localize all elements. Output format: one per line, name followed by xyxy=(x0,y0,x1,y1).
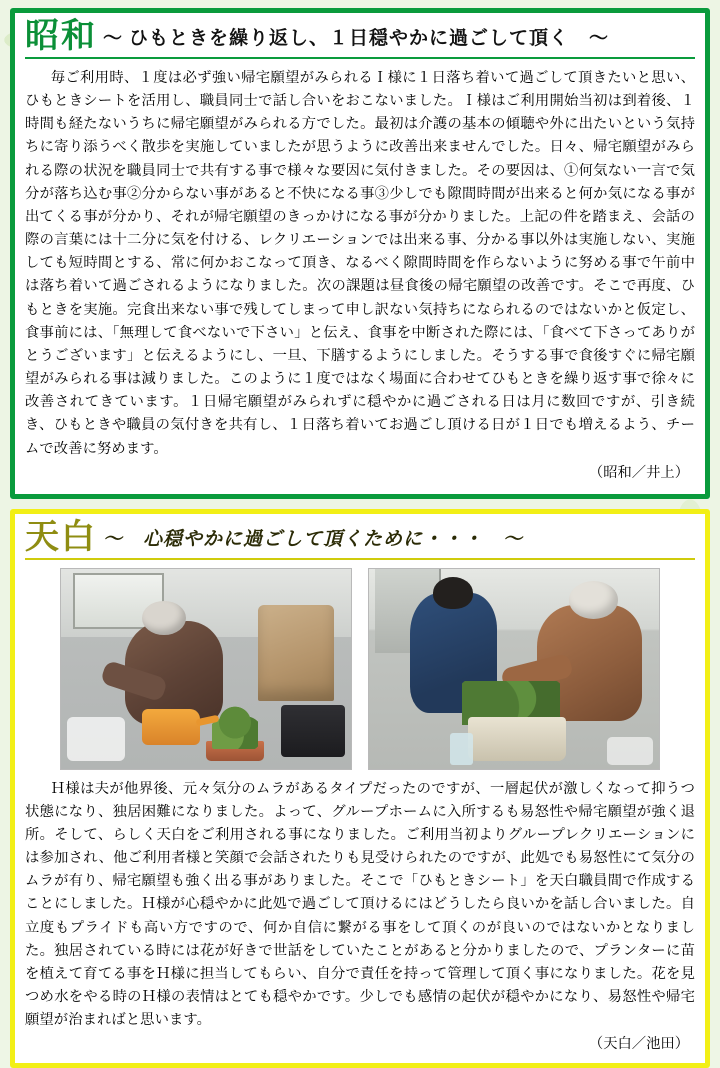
photo-dark-bag xyxy=(281,705,345,757)
photo-white-bag xyxy=(67,717,125,761)
section-showa-body-wrapper xyxy=(25,67,695,461)
section-showa-heading xyxy=(25,16,695,59)
section-tempaku-body-wrapper xyxy=(25,778,695,1033)
photo2-staff-head xyxy=(433,577,474,609)
section-tempaku-signature: （天白／池田） xyxy=(588,1036,689,1053)
photo-watering-can xyxy=(142,709,200,745)
photo-chair xyxy=(258,605,333,701)
photo2-planter xyxy=(468,717,567,761)
photo-watering-plants xyxy=(60,568,352,770)
section-tempaku-heading xyxy=(25,516,695,560)
section-showa-subtitle: ひもときを繰り返し、１日穏やかに過ごして頂く ～ xyxy=(129,28,610,49)
section-tempaku-title: 天白 xyxy=(25,516,97,557)
section-showa-body: 毎ご利用時、１度は必ず強い帰宅願望がみられるＩ様に１日落ち着いて過ごして頂きたいと思い、ひもときシートを活用し、職員同士で話し合いをおこないました。Ｉ様はご利用開始当初は到着後、１時間も経たないうちに帰宅願望がみられる方でした。最初は介護の基本の傾聴や外に出たいという気持ちに寄り添うべく散歩を実施していましたが思うように改善出来ませんでした。日々、帰宅願望がみられる際の状況を職員同士で共有する事で様々な要因に気付きました。その要因は、①何気ない一言で気分が落ち込む事②分からない事があると不快になる事③少しでも隙間時間が出来ると何か気になる事が出てくる事が分かり、それが帰宅願望のきっかけになる事が分かりました。上記の件を踏まえ、会話の際の言葉には十二分に気を付ける、レクリエーションでは出来る事、分かる事以外は実施しない、実施しても短時間とする、常に何かおこなって頂き、なるべく隙間時間を作らないように努める事で午前中は落ち着いて過ごされるようになりました。次の課題は昼食後の帰宅願望の改善です。そこで再度、ひもときを実施。完食出来ない事で残してしまって申し訳ない気持ちになられるのではないかと仮定し、食事前には、「無理して食べないで下さい」と伝え、食事を中断された際には、「食べて下さってありがとうございます」と伝えるようにし、一旦、下膳するようにしました。そうする事で食後すぐに帰宅願望がみられる事は減りました。このように１度ではなく場面に合わせてひもときを繰り返す事で徐々に改善されてきています。１日帰宅願望がみられずに穏やかに過ごされる日は月に数回ですが、引き続き、ひもときや職員の気付きを共有し、１日落ち着いてお過ごし頂ける日が１日でも増えるよう、チームで改善に努めます。 xyxy=(25,70,695,457)
photo-plant xyxy=(212,705,258,749)
photo2-bottle xyxy=(450,733,473,765)
photo2-floor-bag xyxy=(607,737,653,765)
section-showa-title: 昭和 xyxy=(25,16,97,56)
section-showa-signature: （昭和／井上） xyxy=(588,464,689,481)
section-showa xyxy=(10,8,710,499)
section-tempaku-body: Ｈ様は夫が他界後、元々気分のムラがあるタイプだったのですが、一層起伏が激しくなって抑うつ状態になり、独居困難になりました。よって、グループホームに入所するも易怒性や帰宅願望が強く退所。そして、らしく天白をご利用される事になりました。ご利用当初よりグループレクリエーションには参加され、他ご利用者様と笑顔で会話されたりも見受けられたのですが、此処でも易怒性にて気分のムラが有り、帰宅願望も強く出る事がありました。そこで「ひもときシート」を天白職員間で作成することにしました。Ｈ様が心穏やかに此処で過ごして頂けるにはどうしたら良いかを話し合いました。自立度もプライドも高い方ですので、何か自信に繋がる事をして頂くのが良いのではないかとなりました。独居されている時には花が好きで世話をしていたことがあると分かりましたので、プランターに苗を植えて育てる事をＨ様に担当してもらい、自分で責任を持って管理して頂く事になりました。花を見つめ水をやる時のＨ様の表情はとても穏やかです。少しでも感情の起伏が穏やかになり、易怒性や帰宅願望が治まればと思います。 xyxy=(25,780,695,1029)
section-tempaku-photos xyxy=(25,568,695,770)
photo-planting-together xyxy=(368,568,660,770)
section-showa-title-suffix: ～ xyxy=(103,28,124,49)
section-tempaku xyxy=(10,509,710,1068)
photo2-resident-head xyxy=(569,581,618,619)
photo-person-head xyxy=(142,601,186,635)
section-tempaku-subtitle: ～ 心穏やかに過ごして頂くために・・・ ～ xyxy=(103,528,524,550)
